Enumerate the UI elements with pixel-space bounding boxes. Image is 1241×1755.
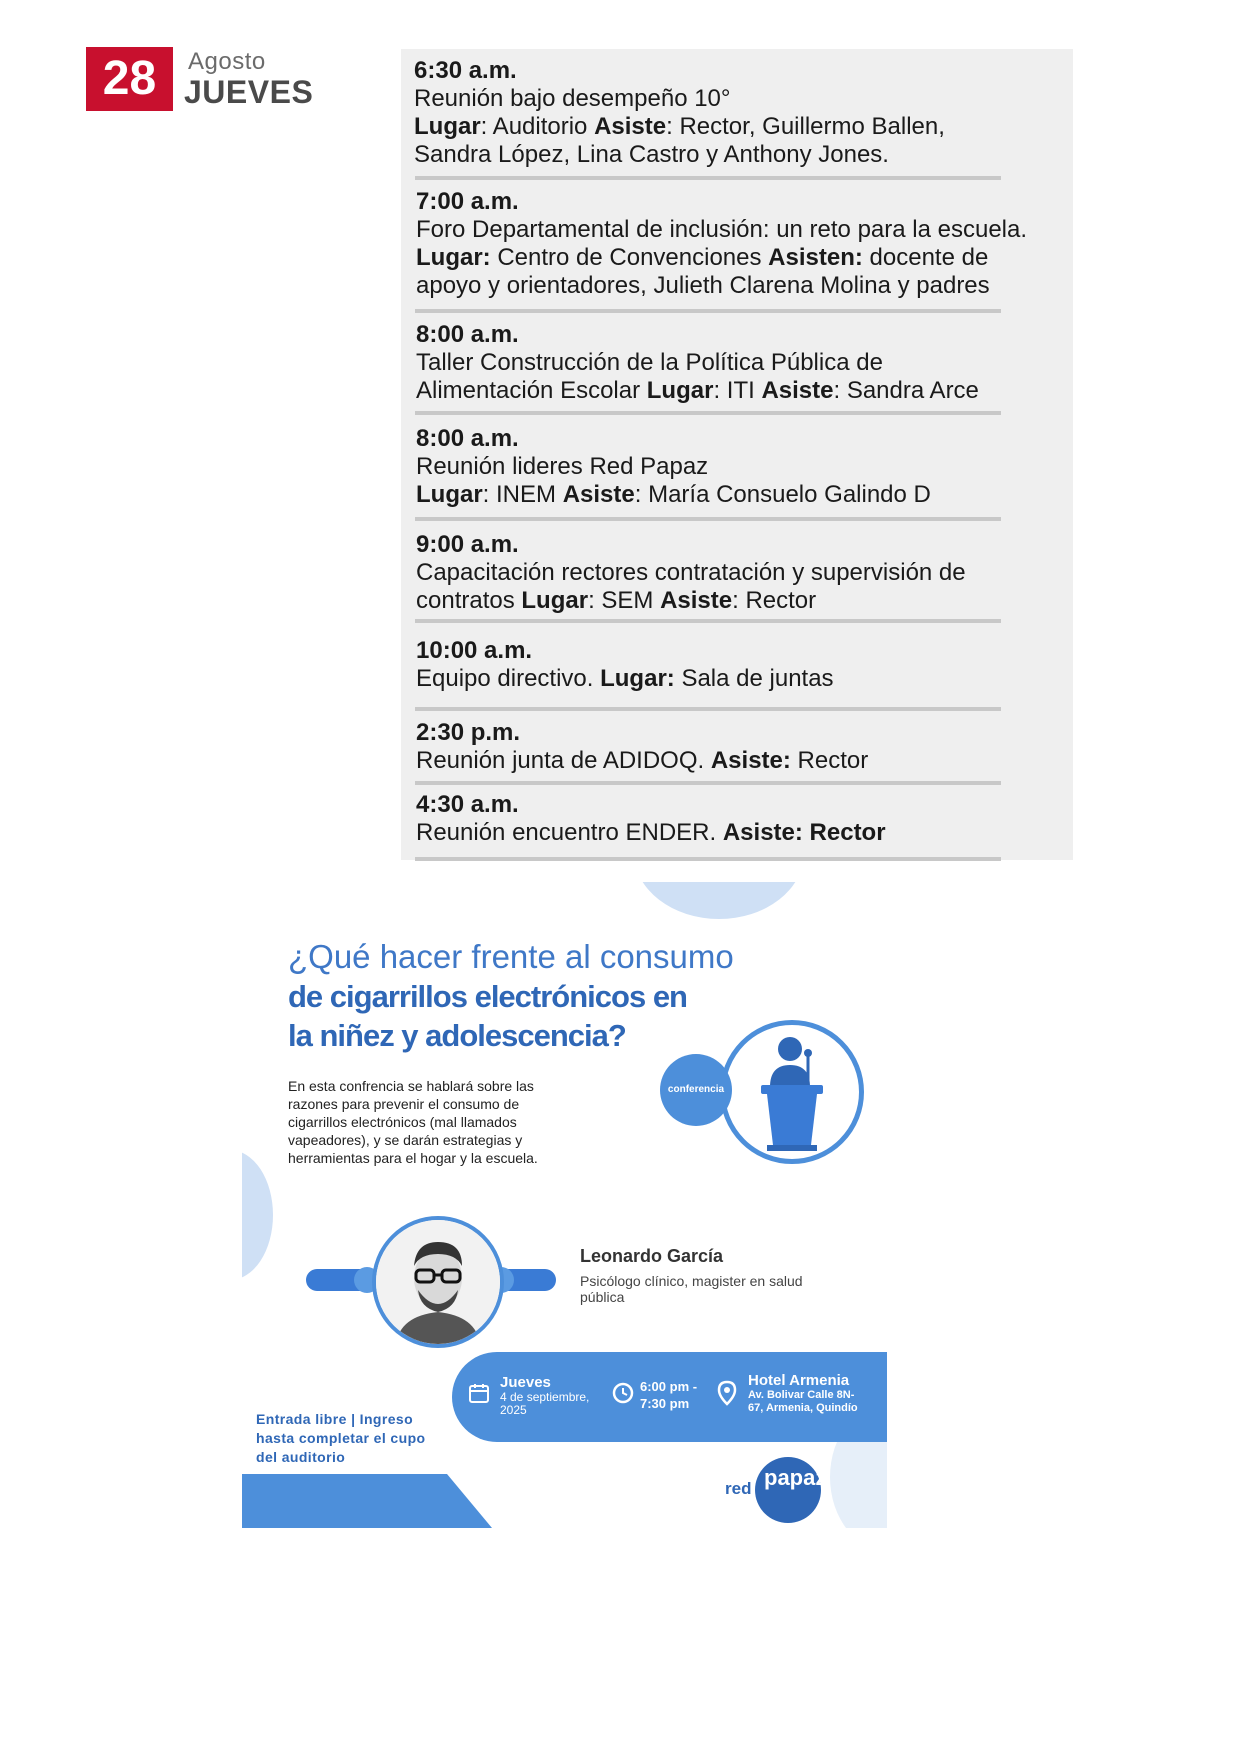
event-details: Lugar: INEM Asiste: María Consuelo Galindo D	[416, 481, 931, 508]
event-venue: Hotel Armenia Av. Bolivar Calle 8N-67, Armenia, Quindío	[748, 1372, 858, 1414]
conference-badge: conferencia	[660, 1054, 732, 1126]
event-details: Reunión junta de ADIDOQ. Asiste: Rector	[416, 747, 869, 774]
event-details: Lugar: Centro de Convenciones Asisten: docente de	[416, 244, 989, 271]
divider	[415, 517, 1001, 521]
agenda-panel	[401, 49, 1073, 860]
speaker-photo	[372, 1216, 504, 1348]
decorative-circle	[634, 882, 804, 919]
agenda-item	[401, 637, 1073, 693]
event-title: Taller Construcción de la Política Pública de	[416, 349, 883, 376]
entry-note: Entrada libre | Ingreso hasta completar el cupo del auditorio	[256, 1411, 426, 1465]
divider	[415, 707, 1001, 711]
event-attendees: Sandra López, Lina Castro y Anthony Jones.	[414, 141, 889, 168]
date-weekday: JUEVES	[184, 74, 314, 110]
agenda-item	[401, 531, 1073, 615]
decorative-ramp	[242, 1474, 492, 1528]
event-time: 8:00 a.m.	[416, 321, 519, 348]
conference-flyer	[242, 882, 887, 1528]
date-day-badge: 28	[86, 47, 173, 111]
decorative-circle	[242, 1150, 273, 1280]
flyer-title-line: ¿Qué hacer frente al consumo	[288, 938, 734, 975]
agenda-item	[401, 719, 1073, 775]
agenda-item	[401, 188, 1073, 300]
event-time: 9:00 a.m.	[416, 531, 519, 558]
event-time: 4:30 a.m.	[416, 791, 519, 818]
divider	[415, 309, 1001, 313]
flyer-title-line: de cigarrillos electrónicos en	[288, 979, 687, 1014]
divider	[415, 619, 1001, 623]
divider	[415, 781, 1001, 785]
agenda-item	[401, 57, 1073, 169]
event-details: Alimentación Escolar Lugar: ITI Asiste: Sandra Arce	[416, 377, 979, 404]
event-time: 2:30 p.m.	[416, 719, 521, 746]
podium-icon	[720, 1020, 864, 1164]
flyer-description: En esta confrencia se hablará sobre las razones para prevenir el consumo de cigarrillos electrónicos (mal llamados vapeadores), y se darán estrategias y herramientas para el hogar y la escuela.	[288, 1078, 538, 1166]
calendar-icon	[468, 1382, 490, 1409]
event-attendees: apoyo y orientadores, Julieth Clarena Molina y padres	[416, 272, 990, 299]
agenda-item	[401, 791, 1073, 847]
event-details: contratos Lugar: SEM Asiste: Rector	[416, 587, 817, 614]
date-month: Agosto	[188, 48, 266, 75]
event-time: 10:00 a.m.	[416, 637, 533, 664]
divider	[415, 411, 1001, 415]
divider	[415, 176, 1001, 180]
event-title: Reunión lideres Red Papaz	[416, 453, 709, 480]
clock-icon	[612, 1382, 634, 1409]
event-time-range: 6:00 pm - 7:30 pm	[640, 1379, 698, 1411]
divider	[415, 857, 1001, 861]
event-details: Lugar: Auditorio Asiste: Rector, Guillermo Ballen,	[414, 113, 945, 140]
flyer-title-line: la niñez y adolescencia?	[288, 1018, 626, 1053]
speaker-role: Psicólogo clínico, magister en salud pública	[580, 1273, 803, 1305]
event-title: Capacitación rectores contratación y supervisión de	[416, 559, 966, 586]
location-pin-icon	[716, 1380, 738, 1411]
logo-papaz-text: papaz	[764, 1465, 827, 1490]
logo-red-text: red	[725, 1479, 752, 1498]
event-title: Reunión bajo desempeño 10°	[414, 85, 731, 112]
event-time: 8:00 a.m.	[416, 425, 519, 452]
event-details: Reunión encuentro ENDER. Asiste: Rector	[416, 819, 886, 846]
event-details: Equipo directivo. Lugar: Sala de juntas	[416, 665, 834, 692]
event-title: Foro Departamental de inclusión: un reto para la escuela.	[416, 216, 1028, 243]
agenda-item	[401, 425, 1073, 509]
speaker-name: Leonardo García	[580, 1246, 724, 1266]
agenda-item	[401, 321, 1073, 405]
event-time: 6:30 a.m.	[414, 57, 517, 84]
event-date: Jueves 4 de septiembre, 2025	[500, 1374, 590, 1417]
event-time: 7:00 a.m.	[416, 188, 519, 215]
